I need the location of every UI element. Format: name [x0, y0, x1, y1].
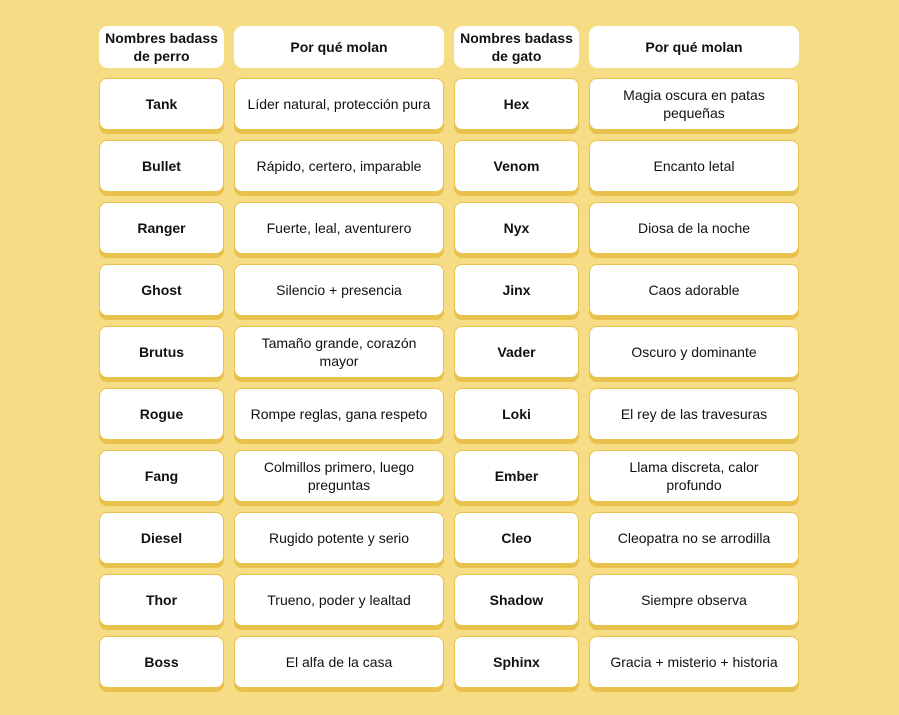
dog-name-cell: Diesel	[99, 512, 224, 564]
cat-reason-cell: Cleopatra no se arrodilla	[589, 512, 799, 564]
cat-reason-cell: Siempre observa	[589, 574, 799, 626]
header-cat-reasons: Por qué molan	[589, 26, 799, 68]
cat-name-cell: Hex	[454, 78, 579, 130]
dog-reason-cell: Tamaño grande, corazón mayor	[234, 326, 444, 378]
cat-name-cell: Ember	[454, 450, 579, 502]
cat-reason-cell: Caos adorable	[589, 264, 799, 316]
header-cat-names: Nombres badass de gato	[454, 26, 579, 68]
cat-name-cell: Shadow	[454, 574, 579, 626]
dog-name-cell: Rogue	[99, 388, 224, 440]
dog-name-cell: Bullet	[99, 140, 224, 192]
names-table	[99, 26, 800, 688]
dog-name-cell: Ranger	[99, 202, 224, 254]
header-dog-reasons: Por qué molan	[234, 26, 444, 68]
cat-reason-cell: Gracia + misterio + historia	[589, 636, 799, 688]
dog-name-cell: Thor	[99, 574, 224, 626]
dog-reason-cell: Trueno, poder y lealtad	[234, 574, 444, 626]
dog-reason-cell: Silencio + presencia	[234, 264, 444, 316]
cat-reason-cell: Oscuro y dominante	[589, 326, 799, 378]
cat-reason-cell: Magia oscura en patas pequeñas	[589, 78, 799, 130]
dog-name-cell: Boss	[99, 636, 224, 688]
dog-reason-cell: Rápido, certero, imparable	[234, 140, 444, 192]
dog-name-cell: Fang	[99, 450, 224, 502]
cat-reason-cell: Llama discreta, calor profundo	[589, 450, 799, 502]
cat-name-cell: Vader	[454, 326, 579, 378]
dog-reason-cell: Rugido potente y serio	[234, 512, 444, 564]
dog-reason-cell: Colmillos primero, luego preguntas	[234, 450, 444, 502]
cat-name-cell: Nyx	[454, 202, 579, 254]
cat-name-cell: Sphinx	[454, 636, 579, 688]
cat-name-cell: Cleo	[454, 512, 579, 564]
cat-name-cell: Jinx	[454, 264, 579, 316]
cat-reason-cell: Encanto letal	[589, 140, 799, 192]
dog-name-cell: Brutus	[99, 326, 224, 378]
cat-reason-cell: El rey de las travesuras	[589, 388, 799, 440]
cat-name-cell: Loki	[454, 388, 579, 440]
dog-name-cell: Ghost	[99, 264, 224, 316]
dog-reason-cell: Fuerte, leal, aventurero	[234, 202, 444, 254]
dog-name-cell: Tank	[99, 78, 224, 130]
cat-reason-cell: Diosa de la noche	[589, 202, 799, 254]
header-dog-names: Nombres badass de perro	[99, 26, 224, 68]
dog-reason-cell: Rompe reglas, gana respeto	[234, 388, 444, 440]
dog-reason-cell: El alfa de la casa	[234, 636, 444, 688]
cat-name-cell: Venom	[454, 140, 579, 192]
dog-reason-cell: Líder natural, protección pura	[234, 78, 444, 130]
